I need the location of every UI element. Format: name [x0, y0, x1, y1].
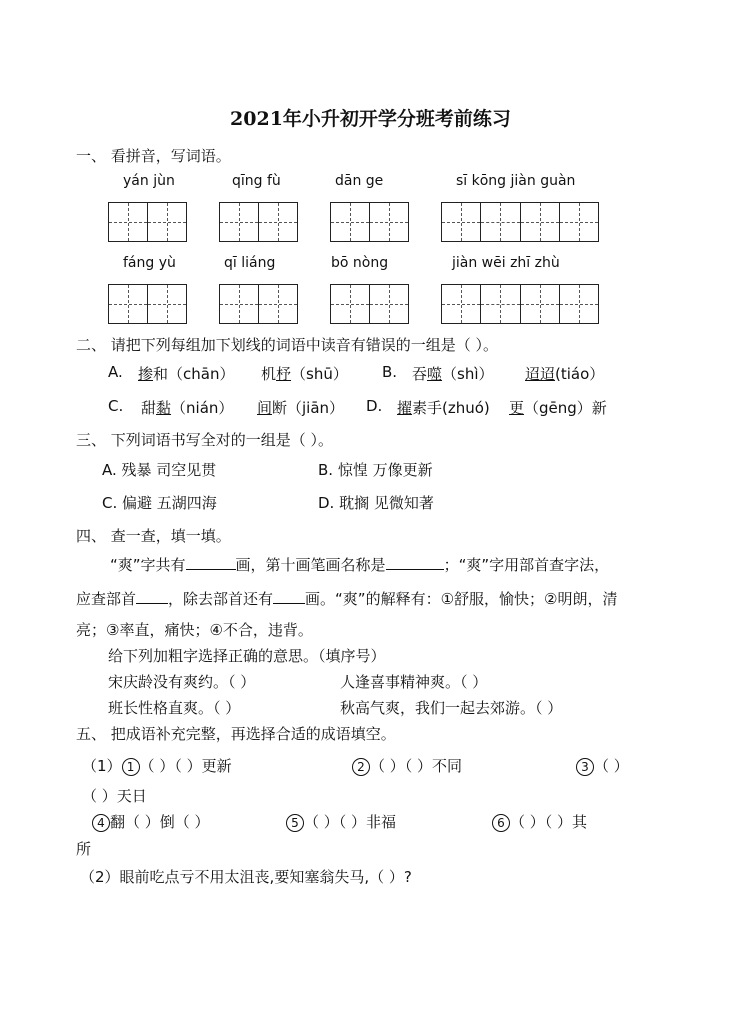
page-title: 2021年小升初开学分班考前练习: [230, 108, 511, 130]
writing-grid[interactable]: [219, 284, 298, 324]
pinyin-label: qīng fù: [232, 173, 281, 189]
circled-number: 4: [92, 814, 110, 832]
question-item: 秋高气爽，我们一起去郊游。（ ）: [340, 699, 563, 717]
pinyin-label: bō nòng: [331, 255, 389, 271]
section-4-heading: 四、 查一查，填一填。: [76, 527, 231, 545]
writing-grid[interactable]: [330, 202, 409, 242]
idiom-line: 4 翻（ ）倒（ ）: [92, 811, 210, 832]
option-b-label: B.: [382, 363, 398, 381]
writing-grid[interactable]: [441, 202, 599, 242]
section-2-heading: 二、 请把下列每组加下划线的词语中读音有错误的一组是（ ）。: [76, 336, 499, 354]
option-a: A. 残暴 司空见贯: [102, 461, 217, 479]
circled-number: 6: [492, 814, 510, 832]
pinyin-label: fáng yù: [123, 255, 176, 271]
idiom-line: 5 （ ）（ ）非福: [286, 811, 396, 832]
option-c-item-1: 甜黏（nián）: [141, 399, 234, 417]
circled-number: 5: [286, 814, 304, 832]
option-d-label: D.: [366, 397, 383, 415]
paragraph-line: “爽”字共有 画，第十画笔画名称是 ；“爽”字用部首查字法，: [110, 556, 610, 574]
instruction-line: 给下列加粗字选择正确的意思。（填序号）: [108, 647, 386, 665]
question-item: 宋庆龄没有爽约。（ ）: [108, 673, 256, 691]
circled-number: 3: [576, 758, 594, 776]
writing-grid[interactable]: [108, 202, 187, 242]
answer-blank[interactable]: [273, 589, 305, 604]
section-3-heading: 三、 下列词语书写全对的一组是（ ）。: [76, 431, 334, 449]
fill-in-question: （2）眼前吃点亏不用太沮丧,要知塞翁失马,（ ）?: [80, 868, 412, 886]
circled-number: 1: [122, 758, 140, 776]
option-d-item-2: 更（gēng）新: [509, 399, 607, 417]
option-a-label: A.: [108, 363, 123, 381]
writing-grid[interactable]: [330, 284, 409, 324]
idiom-line: （1） 1 （ ）（ ）更新: [82, 757, 232, 775]
option-b-item-1: 吞噬（shì）: [412, 365, 494, 383]
writing-grid[interactable]: [108, 284, 187, 324]
pinyin-label: qī liáng: [224, 255, 276, 271]
option-b: B. 惊惶 万像更新: [318, 461, 433, 479]
option-d: D. 耽搁 见微知著: [318, 494, 434, 512]
option-c-item-2: 间断（jiān）: [257, 399, 345, 417]
idiom-line: （ ）天日: [82, 787, 147, 805]
pinyin-label: sī kōng jiàn guàn: [456, 173, 576, 189]
section-5-heading: 五、 把成语补充完整，再选择合适的成语填空。: [76, 725, 396, 743]
answer-blank[interactable]: [136, 589, 168, 604]
option-a-item-1: 掺和（chān）: [138, 365, 235, 383]
section-1-heading: 一、 看拼音，写词语。: [76, 147, 231, 165]
idiom-line: 所: [76, 840, 92, 858]
idiom-line: 2 （ ）（ ）不同: [352, 755, 462, 776]
writing-grid[interactable]: [219, 202, 298, 242]
option-d-item-1: 擢素手(zhuó): [397, 399, 490, 417]
idiom-line: 3 （ ）: [576, 755, 629, 776]
paragraph-line: 亮；③率直，痛快；④不合，违背。: [76, 621, 313, 639]
pinyin-label: dān ge: [335, 173, 384, 189]
question-item: 人逢喜事精神爽。（ ）: [340, 673, 488, 691]
writing-grid[interactable]: [441, 284, 599, 324]
answer-blank[interactable]: [386, 555, 444, 570]
paragraph-line: 应查部首 ，除去部首还有 画。“爽”的解释有：①舒服，愉快；②明朗，清: [76, 590, 618, 608]
option-c-label: C.: [108, 397, 124, 415]
answer-blank[interactable]: [186, 555, 236, 570]
question-item: 班长性格直爽。（ ）: [108, 699, 241, 717]
pinyin-label: yán jùn: [123, 173, 175, 189]
idiom-line: 6 （ ）（ ）其: [492, 811, 587, 832]
option-b-item-2: 迢迢(tiáo）: [525, 365, 605, 383]
circled-number: 2: [352, 758, 370, 776]
option-c: C. 偏避 五湖四海: [102, 494, 217, 512]
option-a-item-2: 机杼（shū）: [261, 365, 348, 383]
pinyin-label: jiàn wēi zhī zhù: [452, 255, 560, 271]
